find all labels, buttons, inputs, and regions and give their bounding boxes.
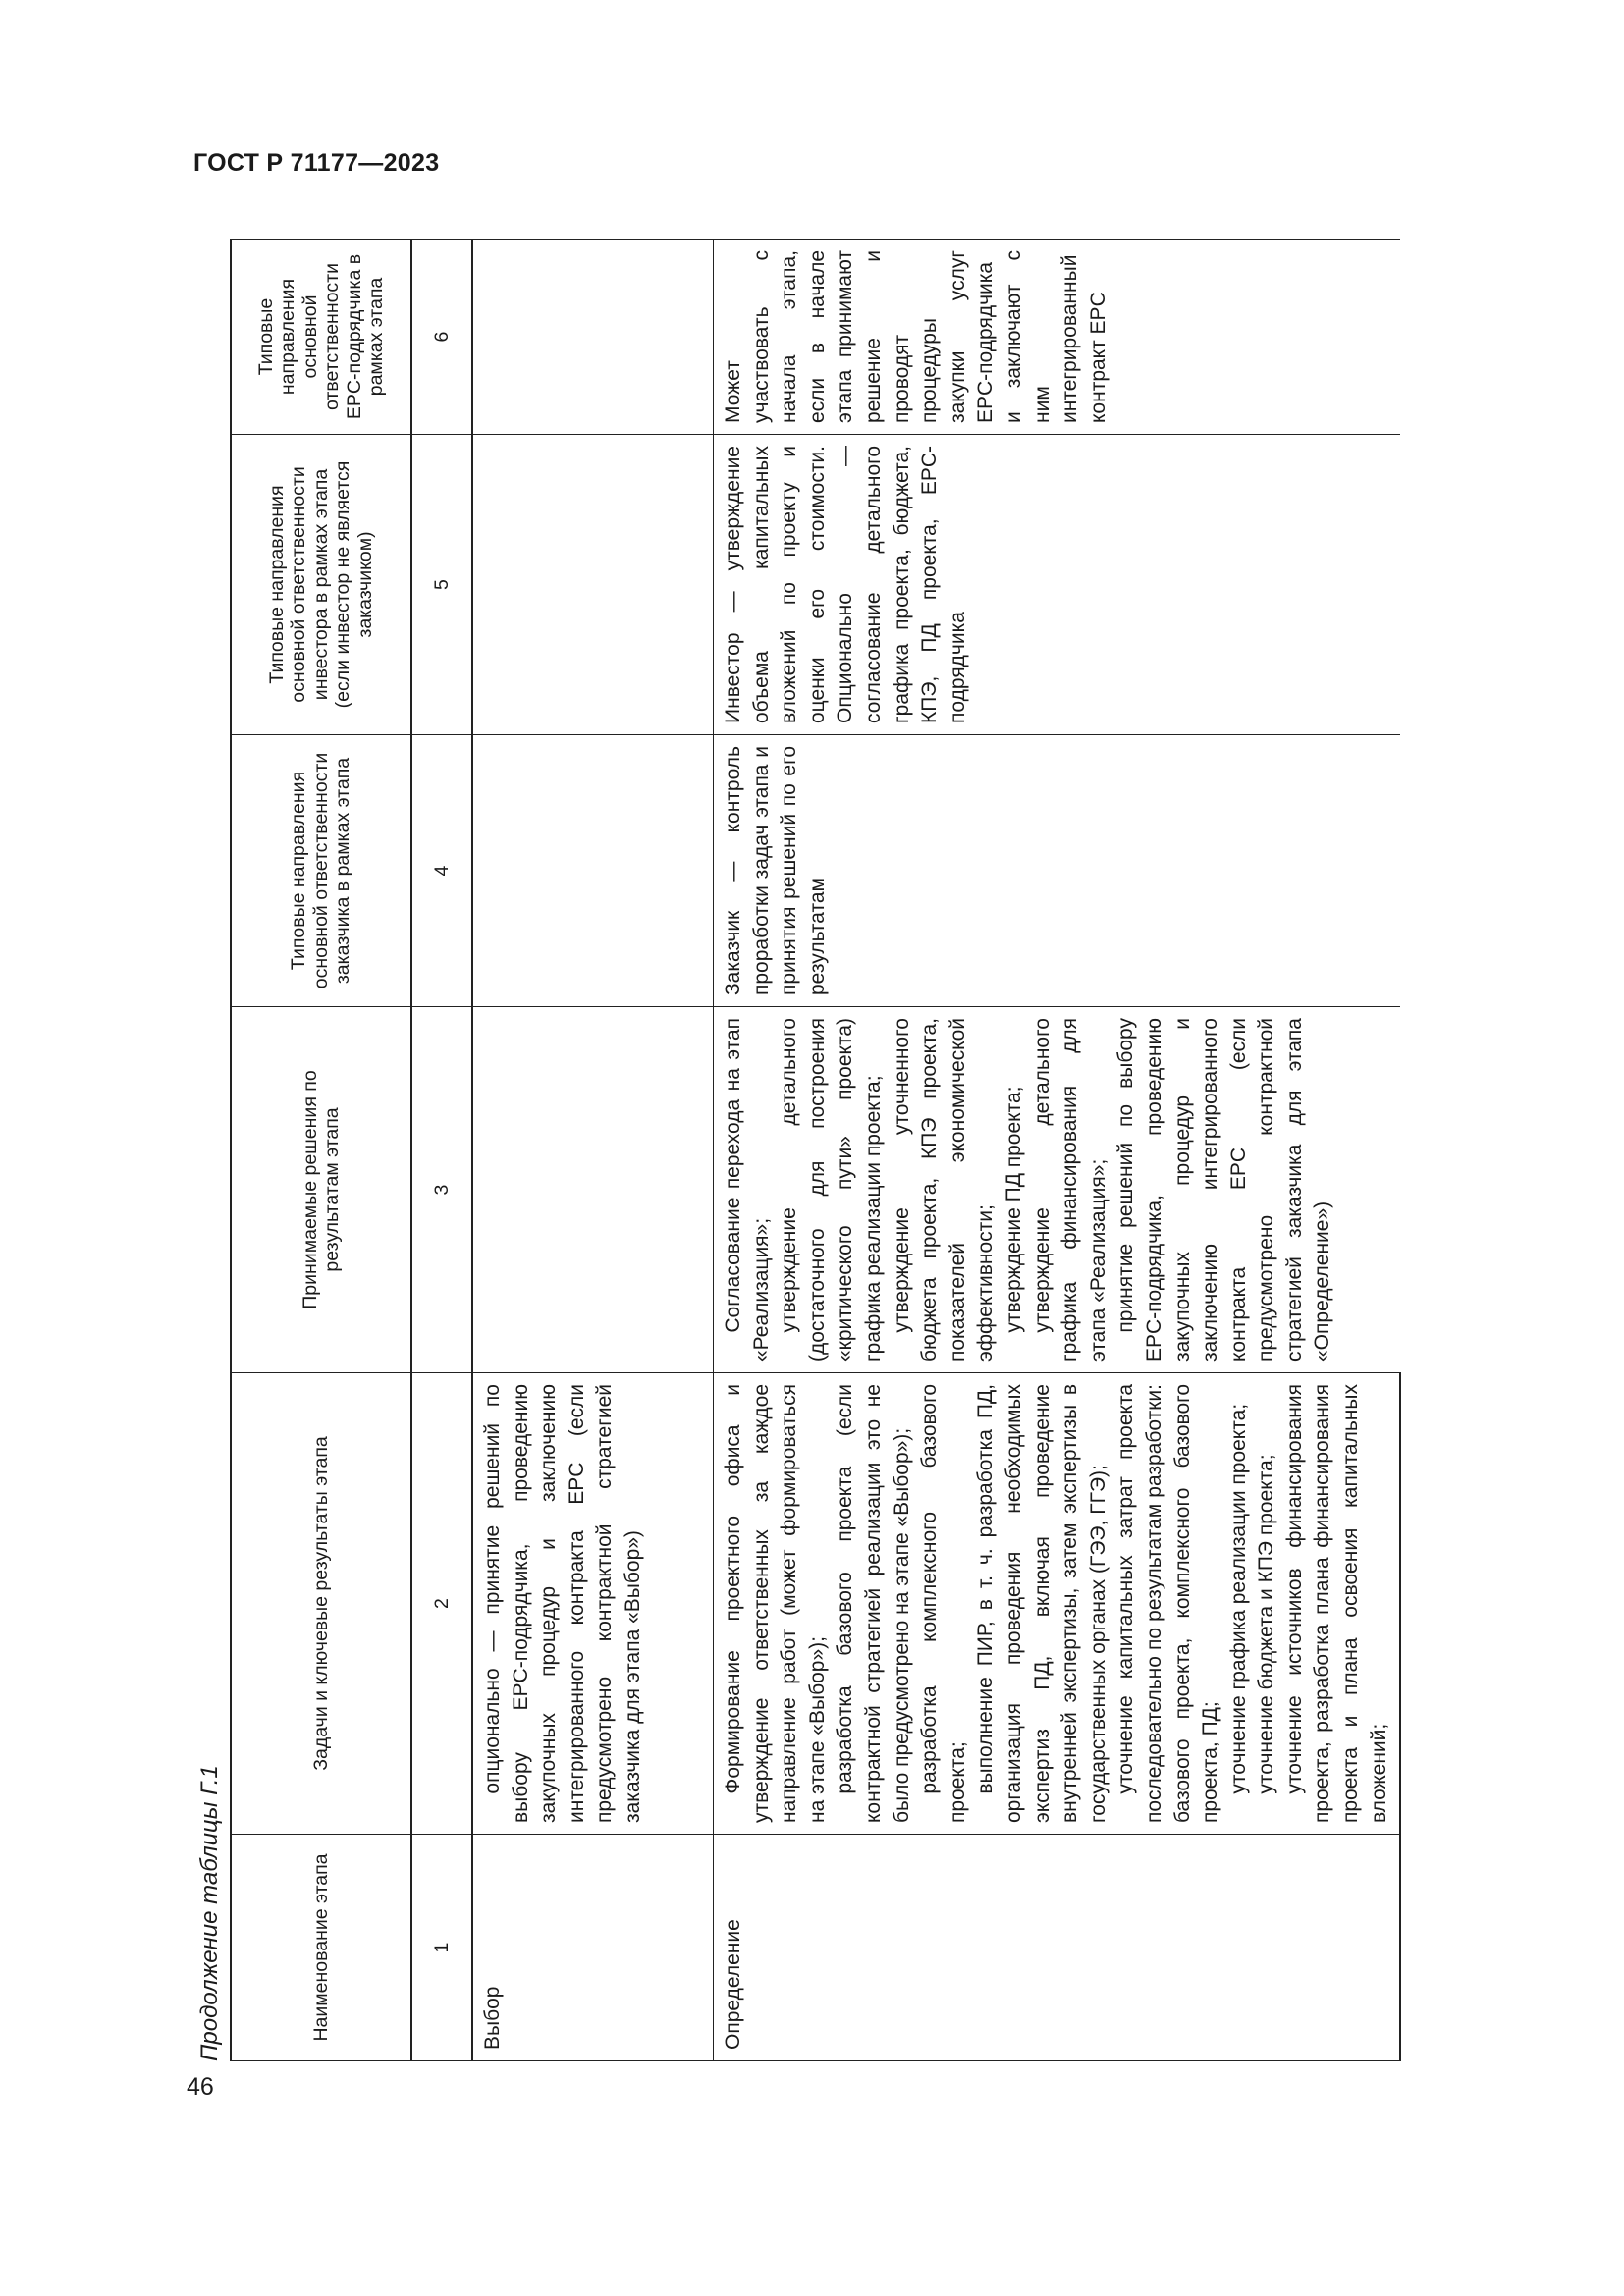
rotated-table-block (192, 240, 1547, 2061)
page-number: 46 (187, 2073, 214, 2101)
decision-paragraph: утверждение уточненного бюджета проекта, КПЭ проекта, показателей экономической эффективности; (890, 1018, 998, 1362)
decisions-cell (714, 1007, 1401, 1373)
column-number: 4 (411, 735, 472, 1007)
header-investor: Типовые направления основной ответственности инвестора в рамках этапа (если инвестор не является заказчиком) (231, 435, 411, 735)
table-row-opredelenie (714, 240, 1401, 2061)
goal-paragraph: уточнение графика реализации проекта; (1226, 1403, 1250, 1794)
epc-text: Может участвовать с начала этапа, если в начале этапа принимают решение и проводят процедуры закупки услуг EPC-подрядчика и заключают с ним интегрированный контракт EPC (722, 250, 1110, 423)
goal-paragraph: Формирование проектного офиса и утверждение ответственных за каждое направление работ (может формироваться на этапе «Выбор»); (722, 1384, 829, 1823)
header-customer: Типовые направления основной ответственности заказчика в рамках этапа (231, 735, 411, 1007)
goal-paragraph: уточнение капитальных затрат проекта последовательно по результатам разработки: базового проекта, комплексного базового проекта, ПД; (1114, 1384, 1222, 1823)
column-number: 2 (411, 1373, 472, 1835)
header-row (231, 240, 411, 2061)
table-caption: Продолжение таблицы Г.1 (196, 1765, 223, 2061)
decisions-cell (472, 1007, 714, 1373)
decision-paragraph: принятие решений по выбору EPC-подрядчика, проведению закупочных процедур и заключению интегрированного контракта EPC (если предусмотрено контрактной стратегией заказчика для этапа «Определение») (1114, 1018, 1334, 1362)
stage-name-cell: Выбор (472, 1835, 714, 2061)
decision-paragraph: Согласование перехода на этап «Реализация»; (722, 1018, 773, 1362)
table-row-vybor (472, 240, 714, 2061)
goal-paragraph: уточнение источников финансирования проекта, разработка плана финансирования проекта и плана освоения капитальных вложений; (1282, 1384, 1390, 1823)
customer-cell (714, 735, 1401, 1007)
decision-paragraph: утверждение детального графика финансирования для этапа «Реализация»; (1030, 1018, 1110, 1362)
decision-paragraph: утверждение ПД проекта; (1001, 1086, 1025, 1333)
column-number-row (411, 240, 472, 2061)
column-number: 3 (411, 1007, 472, 1373)
epc-cell (472, 240, 714, 435)
goal-paragraph: выполнение ПИР, в т. ч. разработка ПД, организация проведения необходимых экспертиз ПД, включая проведение внутренней экспертизы, затем экспертизы в государственных органах (ГЭЭ, ГГЭ); (974, 1384, 1110, 1823)
customer-text: Заказчик — контроль проработки задач этапа и принятия решений по его результатам (722, 746, 829, 995)
header-decisions: Принимаемые решения по результатам этапа (231, 1007, 411, 1373)
stages-table (230, 239, 1401, 2061)
header-stage-name: Наименование этапа (231, 1835, 411, 2061)
goal-paragraph: разработка комплексного базового проекта; (918, 1384, 969, 1823)
goal-paragraph: опционально — принятие решений по выбору EPC-подрядчика, проведению закупочных процедур и заключению интегрированного контракта EPC (если предусмотрено контрактной стратегией заказчика для этапа «Выбор») (481, 1384, 644, 1823)
epc-cell (714, 240, 1401, 435)
goal-paragraph: разработка базового проекта (если контрактной стратегией реализации это не было предусмотрено на этапе «Выбор»); (834, 1384, 913, 1823)
goals-cell (472, 1373, 714, 1835)
investor-cell (714, 435, 1401, 735)
header-goals: Задачи и ключевые результаты этапа (231, 1373, 411, 1835)
header-epc: Типовые направления основной ответственности EPC-подрядчика в рамках этапа (231, 240, 411, 435)
column-number: 6 (411, 240, 472, 435)
goal-paragraph: уточнение бюджета и КПЭ проекта; (1255, 1454, 1278, 1794)
decision-paragraph: утверждение детального (достаточного для построения «критического пути» проекта) графика реализации проекта; (778, 1018, 885, 1362)
standard-header: ГОСТ Р 71177—2023 (193, 149, 440, 177)
investor-text: Инвестор — утверждение объема капитальных вложений по проекту и оценки его стоимости. Опционально — согласование детального графика проекта, бюджета, КПЭ, ПД проекта, EPC-подрядчика (722, 446, 969, 723)
stage-name-cell: Определение (714, 1835, 1401, 2061)
column-number: 5 (411, 435, 472, 735)
goals-cell (714, 1373, 1401, 1835)
customer-cell (472, 735, 714, 1007)
investor-cell (472, 435, 714, 735)
column-number: 1 (411, 1835, 472, 2061)
